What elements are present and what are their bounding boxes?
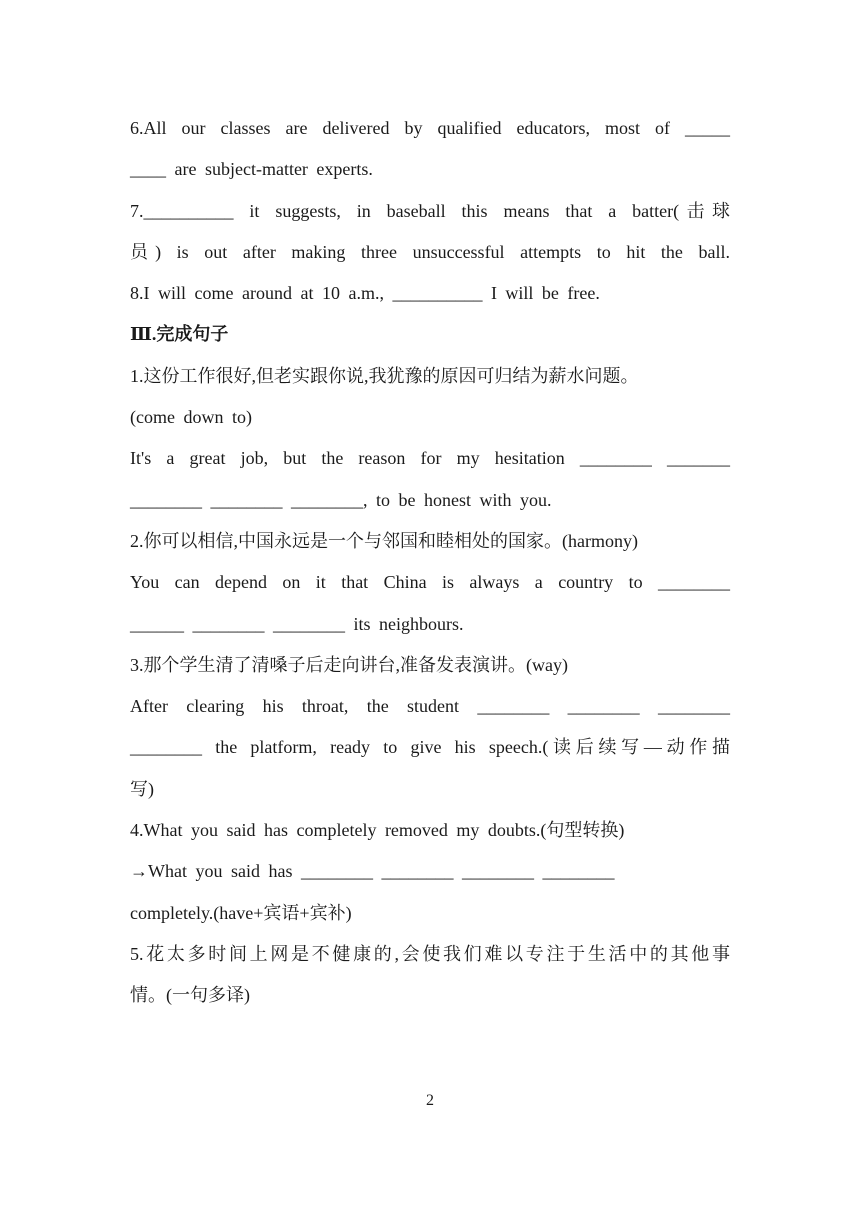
sentence-1-chinese: 1.这份工作很好,但老实跟你说,我犹豫的原因可归结为薪水问题。 [130, 365, 639, 386]
sentence-4-english: 4.What you said has completely removed my doubts.(句型转换) [130, 820, 625, 841]
sentence-2-english-line-1: You can depend on it that China is always a country to ________ [130, 572, 730, 593]
sentence-3-english-line-3: 写) [130, 778, 154, 799]
sentence-1-english-line-2: ________ ________ ________, to be honest with you. [130, 489, 552, 510]
question-7-line-1: 7.__________ it suggests, in baseball this means that a batter(击球 [130, 200, 730, 221]
question-7-line-2: 员) is out after making three unsuccessful attempts to hit the ball. [130, 241, 730, 262]
question-6-line-1: 6.All our classes are delivered by qualified educators, most of _____ [130, 118, 730, 138]
sentence-3-english-line-1: After clearing his throat, the student ________ ________ ________ [130, 696, 730, 717]
sentence-4-hint: completely.(have+宾语+宾补) [130, 902, 352, 923]
page-content [130, 108, 730, 1017]
sentence-4-answer-line: →What you said has ________ ________ ________ ________ [130, 861, 615, 882]
sentence-5-chinese-line-2: 情。(一句多译) [130, 985, 250, 1006]
sentence-2-chinese: 2.你可以相信,中国永远是一个与邻国和睦相处的国家。(harmony) [130, 530, 638, 551]
sentence-5-chinese-line-1: 5.花太多时间上网是不健康的,会使我们难以专注于生活中的其他事 [130, 943, 730, 964]
question-6-line-2: ____ are subject-matter experts. [130, 159, 373, 180]
sentence-2-english-line-2: ______ ________ ________ its neighbours. [130, 613, 464, 634]
sentence-3-english-line-2: ________ the platform, ready to give his speech.(读后续写—动作描 [130, 737, 730, 758]
sentence-1-hint: (come down to) [130, 407, 252, 428]
question-8-line: 8.I will come around at 10 a.m., __________ I will be free. [130, 283, 600, 304]
section-heading-iii: Ⅲ.完成句子 [130, 324, 229, 345]
sentence-3-chinese: 3.那个学生清了清嗓子后走向讲台,准备发表演讲。(way) [130, 654, 568, 675]
sentence-1-english-line-1: It's a great job, but the reason for my hesitation ________ _______ [130, 448, 730, 469]
page-number: 2 [426, 1092, 434, 1109]
